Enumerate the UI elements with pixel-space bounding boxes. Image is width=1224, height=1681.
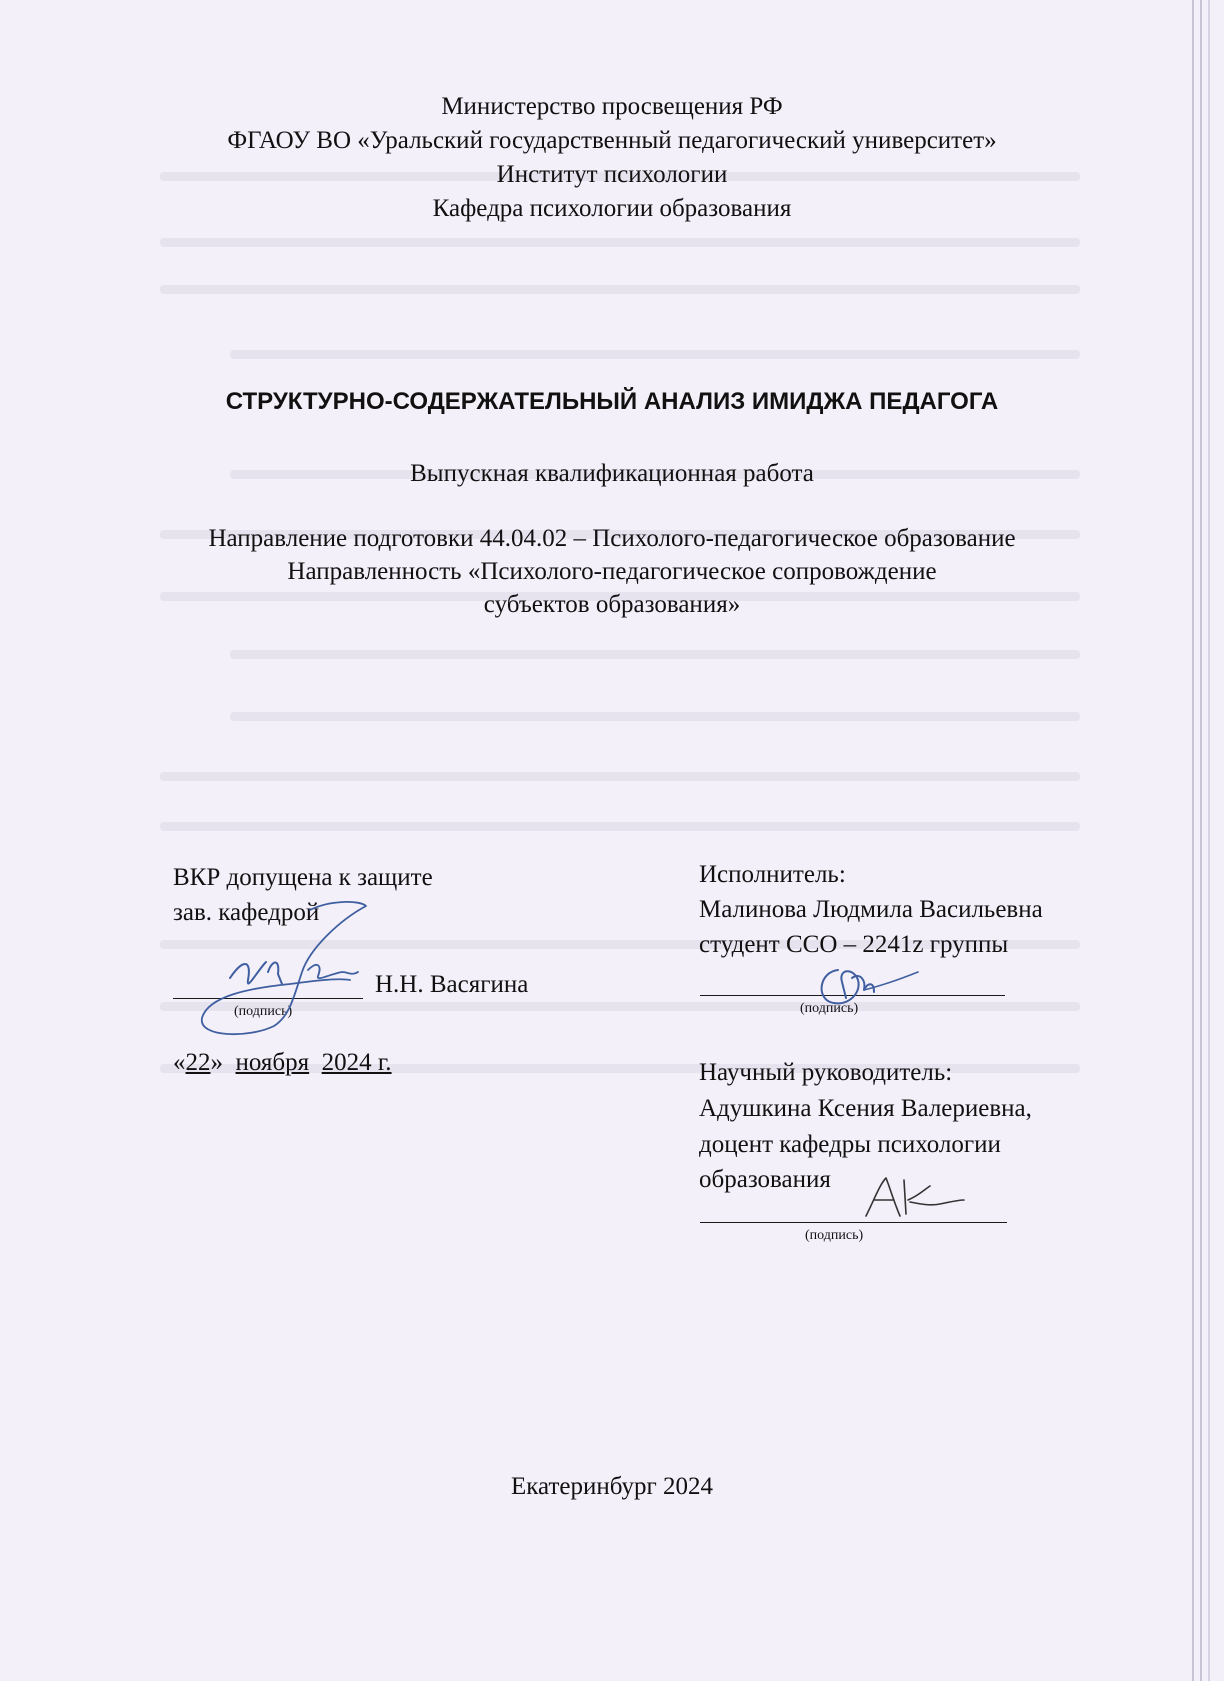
head-signature-scribble bbox=[190, 900, 420, 1040]
supervisor-signature-scribble bbox=[860, 1170, 970, 1230]
program-focus-line-2: субъектов образования» bbox=[483, 591, 741, 618]
page-edge-line bbox=[1208, 0, 1210, 1681]
head-signature-caption: (подпись) bbox=[234, 1004, 293, 1019]
program-direction: Направление подготовки 44.04.02 – Психолого-педагогическое образование bbox=[208, 525, 1016, 552]
bleed-through-line bbox=[160, 772, 1080, 781]
date-day: 22 bbox=[185, 1049, 211, 1076]
bleed-through-line bbox=[230, 650, 1080, 659]
bleed-through-line bbox=[160, 285, 1080, 294]
date-month: ноября bbox=[235, 1049, 310, 1076]
department-name: Кафедра психологии образования bbox=[432, 195, 792, 222]
supervisor-name: Адушкина Ксения Валериевна, bbox=[699, 1095, 1032, 1122]
supervisor-signature-caption: (подпись) bbox=[805, 1228, 864, 1243]
bleed-through-line bbox=[230, 350, 1080, 359]
admission-line-2: зав. кафедрой bbox=[173, 899, 320, 926]
admission-date bbox=[173, 1048, 392, 1078]
author-name: Малинова Людмила Васильевна bbox=[699, 896, 1043, 923]
supervisor-position-line-1: доцент кафедры психологии bbox=[699, 1131, 1001, 1158]
supervisor-label: Научный руководитель: bbox=[699, 1059, 953, 1086]
head-name: Н.Н. Васягина bbox=[375, 971, 529, 998]
city-year: Екатеринбург 2024 bbox=[510, 1473, 714, 1500]
ministry-name: Министерство просвещения РФ bbox=[441, 93, 783, 120]
supervisor-signature-line bbox=[700, 1222, 1007, 1223]
bleed-through-line bbox=[230, 712, 1080, 721]
supervisor-position-line-2: образования bbox=[699, 1166, 831, 1193]
author-label: Исполнитель: bbox=[699, 861, 846, 888]
page-edge-line bbox=[1200, 0, 1202, 1681]
author-signature-caption: (подпись) bbox=[800, 1001, 859, 1016]
work-type: Выпускная квалификационная работа bbox=[410, 460, 814, 487]
thesis-title: СТРУКТУРНО-СОДЕРЖАТЕЛЬНЫЙ АНАЛИЗ ИМИДЖА ПЕДАГОГА bbox=[225, 388, 999, 415]
program-focus-line-1: Направленность «Психолого-педагогическое сопровождение bbox=[287, 558, 937, 585]
author-group: студент ССО – 2241z группы bbox=[699, 931, 1009, 958]
bleed-through-line bbox=[160, 822, 1080, 831]
university-name: ФГАОУ ВО «Уральский государственный педагогический университет» bbox=[227, 127, 997, 154]
admission-line-1: ВКР допущена к защите bbox=[173, 864, 433, 891]
institute-name: Институт психологии bbox=[496, 161, 728, 188]
author-signature-scribble bbox=[808, 950, 928, 1020]
date-year: 2024 г. bbox=[321, 1049, 392, 1076]
date-open-quote: « bbox=[173, 1049, 186, 1076]
bleed-through-line bbox=[160, 238, 1080, 247]
page-edge-line bbox=[1192, 0, 1194, 1681]
date-close-quote: » bbox=[210, 1049, 223, 1076]
